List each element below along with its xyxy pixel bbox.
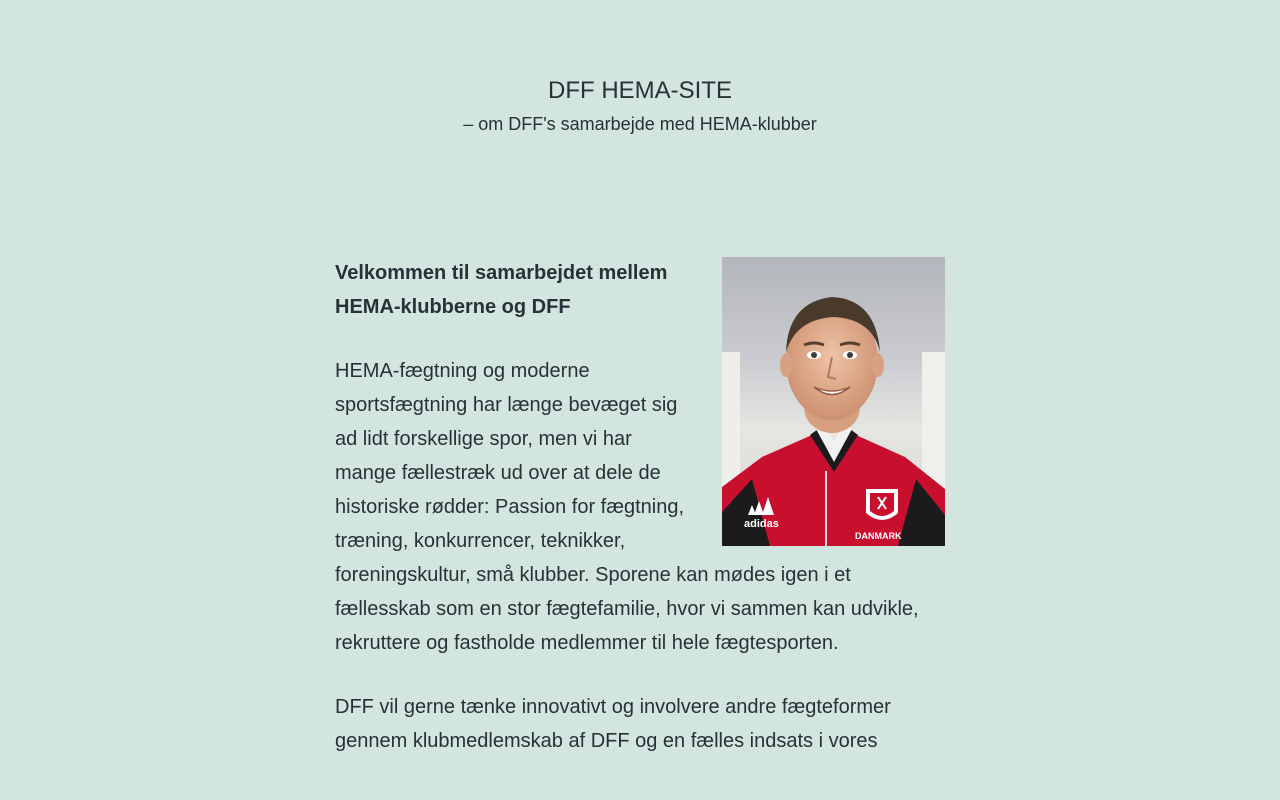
site-title-link[interactable]: DFF HEMA-SITE	[548, 77, 732, 104]
main-content	[335, 256, 945, 788]
site-description: – om DFF's samarbejde med HEMA-klubber	[463, 114, 817, 134]
article-paragraph-1: HEMA-fægtning og moderne sportsfægtning har længe bevæget sig ad lidt forskellige spor, men vi har mange fællestræk ud over at dele de historiske rødder: Passion for fægtning, træning, konkurrencer, teknikker, foreningskultur, små klubber. Sporene kan mødes igen i et fællesskab som en stor fægtefamilie, hvor vi sammen kan udvikle, rekruttere og fastholde medlemmer til hele fægtesporten.	[335, 360, 919, 654]
jacket-brand-text: adidas	[744, 518, 779, 530]
jacket-country-text: DANMARK	[855, 531, 902, 541]
article-heading: Velkommen til samarbejdet mellem HEMA-klubberne og DFF	[335, 262, 668, 318]
article-paragraph-2: DFF vil gerne tænke innovativt og involvere andre fægteformer gennem klubmedlemskab af DFF og en fælles indsats i vores	[335, 696, 891, 752]
person-portrait-icon	[722, 257, 945, 546]
